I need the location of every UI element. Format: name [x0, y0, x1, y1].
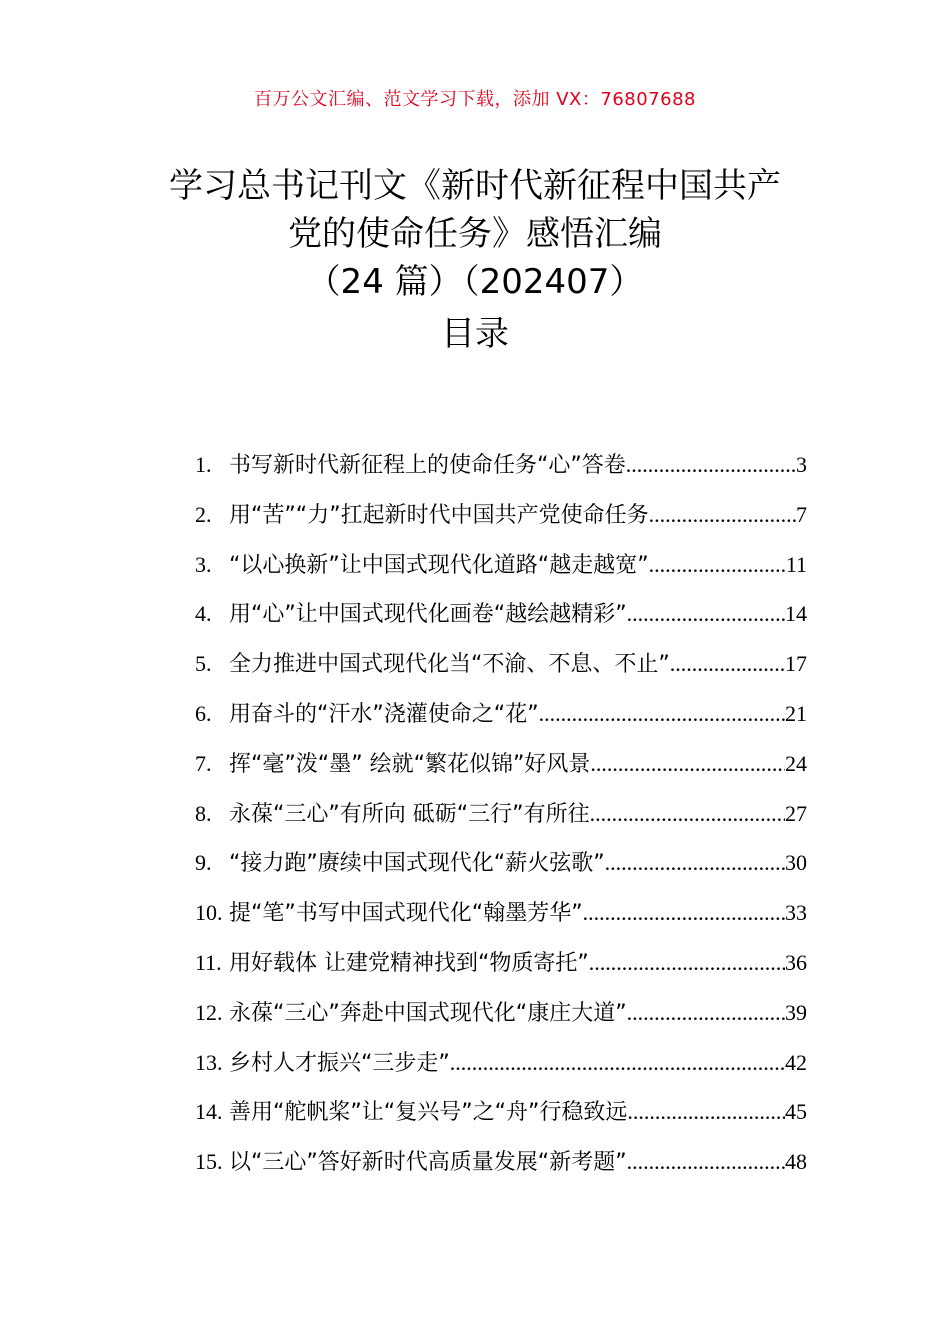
toc-entry-page: 14: [785, 601, 807, 627]
toc-entry-page: 11: [785, 551, 807, 577]
toc-entry[interactable]: [195, 639, 807, 689]
toc-entry-number: 4.: [195, 601, 212, 627]
toc-entry-page: 42: [785, 1049, 807, 1075]
toc-entry-number: 14.: [195, 1099, 223, 1125]
toc-entry-title: 善用“舵帆桨”让“复兴号”之“舟”行稳致远: [229, 1100, 628, 1126]
toc-entry-number: 2.: [195, 501, 212, 527]
toc-entry-number: 15.: [195, 1149, 223, 1175]
toc-entry[interactable]: [195, 490, 807, 540]
toc-entry-number: 11.: [195, 949, 222, 975]
toc-entry-page: 36: [785, 949, 807, 975]
toc-entry[interactable]: [195, 789, 807, 839]
toc-entry-title: 用“心”让中国式现代化画卷“越绘越精彩”: [229, 602, 627, 628]
toc-dot-leader: [590, 789, 785, 839]
document-title-line-3: （24 篇）（202407）: [306, 262, 644, 302]
document-title-line-1: 学习总书记刊文《新时代新征程中国共产: [169, 166, 781, 206]
toc-dot-leader: [626, 440, 796, 490]
toc-entry[interactable]: [195, 1087, 807, 1137]
toc-entry[interactable]: [195, 888, 807, 938]
table-of-contents: [195, 440, 807, 1187]
toc-entry-title: 用好载体 让建党精神找到“物质寄托”: [229, 950, 589, 976]
toc-entry[interactable]: [195, 540, 807, 590]
toc-entry-number: 9.: [195, 850, 212, 876]
toc-dot-leader: [649, 490, 796, 540]
toc-entry[interactable]: [195, 689, 807, 739]
toc-entry-page: 48: [785, 1149, 807, 1175]
toc-entry-number: 5.: [195, 651, 212, 677]
toc-entry-page: 39: [785, 999, 807, 1025]
toc-entry[interactable]: [195, 739, 807, 789]
toc-entry-title: 永葆“三心”奔赴中国式现代化“康庄大道”: [229, 1000, 627, 1026]
toc-entry-title: “以心换新”让中国式现代化道路“越走越宽”: [229, 552, 649, 578]
toc-dot-leader: [627, 589, 785, 639]
toc-entry-title: 永葆“三心”有所向 砥砺“三行”有所往: [229, 801, 590, 827]
toc-entry-number: 8.: [195, 800, 212, 826]
toc-entry-number: 7.: [195, 750, 212, 776]
toc-entry-page: 33: [785, 900, 807, 926]
toc-dot-leader: [589, 938, 785, 988]
toc-dot-leader: [590, 739, 785, 789]
header-watermark-note: 百万公文汇编、范文学习下载，添加 VX：76807688: [254, 89, 696, 110]
toc-entry-title: 挥“毫”泼“墨” 绘就“繁花似锦”好风景: [229, 751, 591, 777]
toc-entry-title: 用奋斗的“汗水”浇灌使命之“花”: [229, 701, 539, 727]
toc-entry-title: 乡村人才振兴“三步走”: [229, 1050, 450, 1076]
toc-entry[interactable]: [195, 838, 807, 888]
toc-entry-title: 全力推进中国式现代化当“不渝、不息、不止”: [229, 652, 670, 678]
toc-entry-title: 以“三心”答好新时代高质量发展“新考题”: [229, 1150, 627, 1176]
document-title-line-2: 党的使命任务》感悟汇编: [288, 214, 662, 254]
toc-entry[interactable]: [195, 589, 807, 639]
toc-entry-page: 27: [785, 800, 807, 826]
toc-entry-page: 17: [785, 651, 807, 677]
toc-entry-number: 3.: [195, 551, 212, 577]
toc-dot-leader: [670, 639, 785, 689]
document-title-block: [100, 162, 850, 358]
toc-entry[interactable]: [195, 988, 807, 1038]
toc-dot-leader: [627, 988, 785, 1038]
toc-entry-number: 13.: [195, 1049, 223, 1075]
toc-entry[interactable]: [195, 440, 807, 490]
toc-entry-page: 45: [785, 1099, 807, 1125]
toc-entry-page: 21: [785, 700, 807, 726]
toc-entry-number: 10.: [195, 900, 223, 926]
toc-entry-title: 提“笔”书写中国式现代化“翰墨芳华”: [229, 901, 583, 927]
toc-entry-page: 30: [785, 850, 807, 876]
toc-entry-number: 6.: [195, 700, 212, 726]
toc-entry-title: 用“苦”“力”扛起新时代中国共产党使命任务: [229, 502, 649, 528]
toc-entry-number: 12.: [195, 999, 223, 1025]
toc-heading: 目录: [441, 314, 509, 354]
toc-dot-leader: [450, 1038, 785, 1088]
toc-dot-leader: [627, 1137, 785, 1187]
toc-entry-page: 3: [796, 452, 807, 477]
toc-entry[interactable]: [195, 1038, 807, 1088]
toc-dot-leader: [539, 689, 785, 739]
toc-dot-leader: [605, 838, 785, 888]
toc-entry-title: 书写新时代新征程上的使命任务“心”答卷: [229, 453, 626, 478]
toc-entry[interactable]: [195, 1137, 807, 1187]
toc-dot-leader: [627, 1087, 785, 1137]
toc-entry-title: “接力跑”赓续中国式现代化“薪火弦歌”: [229, 851, 605, 877]
toc-entry-page: 24: [785, 750, 807, 776]
toc-entry-page: 7: [796, 501, 807, 527]
toc-dot-leader: [583, 888, 785, 938]
toc-entry[interactable]: [195, 938, 807, 988]
toc-dot-leader: [649, 540, 786, 590]
toc-entry-number: 1.: [195, 452, 212, 477]
